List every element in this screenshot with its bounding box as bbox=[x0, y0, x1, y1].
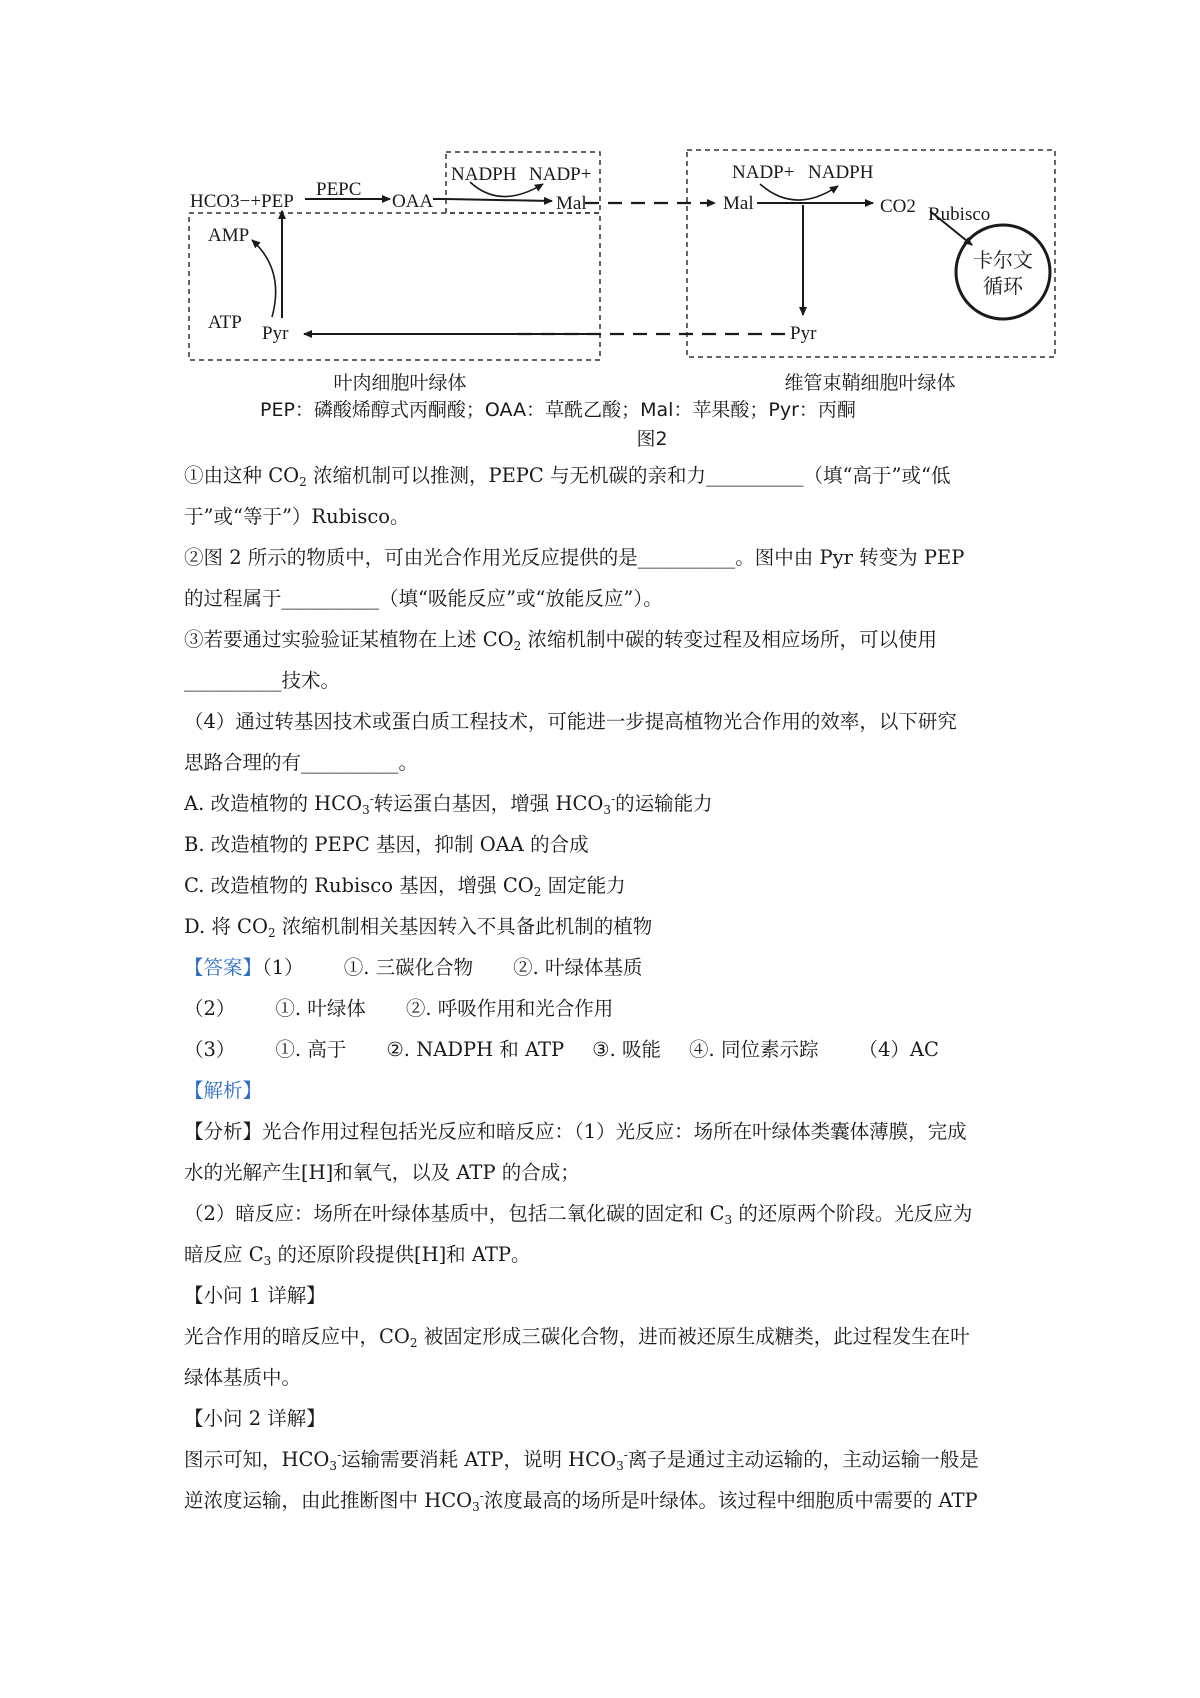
analysis-line2: 水的光解产生[H]和氧气，以及 ATP 的合成； bbox=[184, 1161, 580, 1184]
mesophyll-nadp-label: NADP+ bbox=[529, 164, 592, 185]
abbreviation-legend: PEP：磷酸烯醇式丙酮酸；OAA：草酰乙酸；Mal：苹果酸；Pyr：丙酮 bbox=[260, 399, 856, 421]
hco3-pep-label: HCO3−+PEP bbox=[190, 191, 294, 212]
option-c: C. 改造植物的 Rubisco 基因，增强 $CO_2$ 固定能力 bbox=[184, 874, 626, 899]
answer-line2: （2） ①. 叶绿体 ②. 呼吸作用和光合作用 bbox=[184, 997, 614, 1020]
c4-pathway-diagram bbox=[0, 0, 1200, 460]
atp-amp-curve bbox=[252, 240, 276, 317]
q1-detail-line1: 光合作用的暗反应中，$CO_2$ 被固定形成三碳化合物，进而被还原生成糖类，此过程发生在叶 bbox=[184, 1325, 970, 1350]
pyr-right-label: Pyr bbox=[790, 323, 817, 344]
mal-right-label: Mal bbox=[723, 193, 754, 214]
figure-label: 图2 bbox=[636, 428, 668, 450]
q4-line2: 思路合理的有__________。 bbox=[184, 751, 419, 774]
option-b: B. 改造植物的 PEPC 基因，抑制 OAA 的合成 bbox=[184, 833, 589, 856]
bundle-nadph-label: NADPH bbox=[808, 162, 874, 183]
q3-3-line1: ③若要通过实验验证某植物在上述 $CO_2$ 浓缩机制中碳的转变过程及相应场所，可以使用 bbox=[184, 628, 937, 653]
bundle-nadp-curve bbox=[760, 184, 838, 200]
analysis-line3: （2）暗反应：场所在叶绿体基质中，包括二氧化碳的固定和 $C_3$ 的还原两个阶段。光反应为 bbox=[184, 1202, 973, 1227]
oaa-label: OAA bbox=[392, 191, 434, 212]
amp-label: AMP bbox=[208, 225, 250, 246]
answer-tag: 【答案】 bbox=[184, 956, 263, 979]
pepc-label: PEPC bbox=[316, 179, 362, 200]
bundle-caption: 维管束鞘细胞叶绿体 bbox=[784, 372, 956, 394]
answer-line3: （3） ①. 高于 ②. NADPH 和 ATP ③. 吸能 ④. 同位素示踪 （4）AC bbox=[184, 1038, 939, 1061]
mesophyll-nadph-label: NADPH bbox=[451, 164, 517, 185]
pyr-left-label: Pyr bbox=[262, 323, 289, 344]
calvin-cycle-circle bbox=[956, 225, 1050, 319]
answer-line1: 【答案】（1） ①. 三碳化合物 ②. 叶绿体基质 bbox=[184, 956, 643, 979]
q3-3-line2: __________技术。 bbox=[184, 669, 341, 692]
q2-detail-line2: 逆浓度运输，由此推断图中 $HCO_3^-$浓度最高的场所是叶绿体。该过程中细胞质中需要的 ATP bbox=[184, 1489, 978, 1514]
q2-detail-tag: 【小问 2 详解】 bbox=[184, 1407, 326, 1430]
mal-left-label: Mal bbox=[556, 193, 587, 214]
mesophyll-caption: 叶肉细胞叶绿体 bbox=[333, 372, 467, 394]
option-a: A. 改造植物的 $HCO_3^-$转运蛋白基因，增强 $HCO_3^-$的运输能力 bbox=[184, 792, 713, 817]
q1-detail-line2: 绿体基质中。 bbox=[184, 1366, 302, 1389]
analysis-line4: 暗反应 $C_3$ 的还原阶段提供[H]和 ATP。 bbox=[184, 1243, 531, 1268]
rubisco-label: Rubisco bbox=[928, 204, 991, 225]
analysis-line1: 【分析】光合作用过程包括光反应和暗反应：（1）光反应：场所在叶绿体类囊体薄膜，完成 bbox=[184, 1120, 967, 1143]
q1-detail-tag: 【小问 1 详解】 bbox=[184, 1284, 326, 1307]
q3-2-line1: ②图 2 所示的物质中，可由光合作用光反应提供的是__________。图中由 Pyr 转变为 PEP bbox=[184, 546, 965, 569]
calvin-line1: 卡尔文 bbox=[973, 248, 1033, 272]
oaa-to-mal-arrow-2 bbox=[446, 199, 552, 201]
atp-label: ATP bbox=[208, 312, 242, 333]
q3-2-line2: 的过程属于__________（填“吸能反应”或“放能反应”）。 bbox=[184, 587, 663, 610]
mesophyll-chloroplast-box bbox=[189, 213, 600, 360]
q3-1-line1: ①由这种 $CO_2$ 浓缩机制可以推测，PEPC 与无机碳的亲和力__________（填“高于”或“低 bbox=[184, 464, 951, 489]
bundle-nadp-label: NADP+ bbox=[732, 162, 795, 183]
calvin-line2: 循环 bbox=[983, 274, 1023, 298]
q4-line1: （4）通过转基因技术或蛋白质工程技术，可能进一步提高植物光合作用的效率，以下研究 bbox=[184, 710, 957, 733]
co2-label: CO2 bbox=[880, 196, 916, 217]
analysis-tag: 【解析】 bbox=[184, 1079, 263, 1102]
q2-detail-line1: 图示可知，$HCO_3^-$运输需要消耗 ATP，说明 $HCO_3^-$离子是通过主动运输的，主动运输一般是 bbox=[184, 1448, 979, 1473]
option-d: D. 将 $CO_2$ 浓缩机制相关基因转入不具备此机制的植物 bbox=[184, 915, 653, 940]
q3-1-line2: 于”或“等于”）Rubisco。 bbox=[184, 505, 410, 528]
